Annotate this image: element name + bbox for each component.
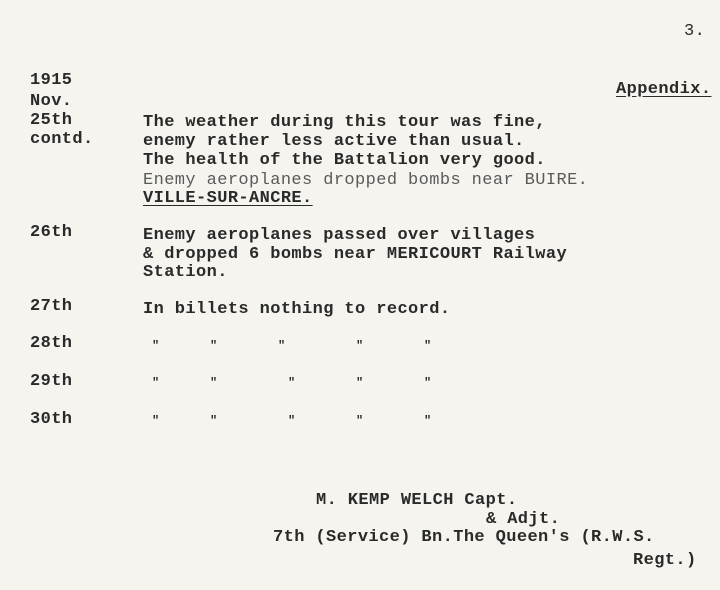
ditto-mark: " (210, 339, 218, 353)
signature-role: & Adjt. (486, 510, 561, 529)
entry-date: 28th (30, 334, 73, 353)
ditto-mark: " (288, 376, 296, 390)
entry-line: enemy rather less active than usual. (143, 132, 525, 151)
entry-line: Enemy aeroplanes dropped bombs near BUIRE. (143, 171, 589, 190)
ditto-mark: " (278, 339, 286, 353)
entry-line: In billets nothing to record. (143, 300, 451, 319)
entry-date: 29th (30, 372, 73, 391)
ditto-mark: " (356, 339, 364, 353)
entry-line: The weather during this tour was fine, (143, 113, 546, 132)
ditto-mark: " (152, 414, 160, 428)
ditto-mark: " (424, 414, 432, 428)
signature-name: M. KEMP WELCH Capt. (316, 491, 518, 510)
appendix-label: Appendix. (616, 80, 712, 99)
page-number: 3. (684, 22, 706, 41)
ditto-mark: " (210, 376, 218, 390)
entry-line: & dropped 6 bombs near MERICOURT Railway (143, 245, 568, 264)
entry-date: 26th (30, 223, 73, 242)
entry-line: The health of the Battalion very good. (143, 151, 546, 170)
entry-date: 25th (30, 111, 73, 130)
ditto-mark: " (424, 339, 432, 353)
ditto-mark: " (424, 376, 432, 390)
signature-unit: 7th (Service) Bn.The Queen's (R.W.S. (273, 528, 655, 547)
month-label: Nov. (30, 92, 73, 111)
signature-unit-cont: Regt.) (633, 551, 697, 570)
ditto-mark: " (152, 339, 160, 353)
entry-line: VILLE-SUR-ANCRE. (143, 189, 313, 208)
entry-line: Enemy aeroplanes passed over villages (143, 226, 536, 245)
ditto-mark: " (356, 414, 364, 428)
entry-date: 30th (30, 410, 73, 429)
entry-date-note: contd. (30, 130, 94, 149)
ditto-mark: " (210, 414, 218, 428)
ditto-mark: " (288, 414, 296, 428)
ditto-mark: " (356, 376, 364, 390)
entry-line: Station. (143, 263, 228, 282)
ditto-mark: " (152, 376, 160, 390)
year-label: 1915 (30, 71, 73, 90)
entry-date: 27th (30, 297, 73, 316)
